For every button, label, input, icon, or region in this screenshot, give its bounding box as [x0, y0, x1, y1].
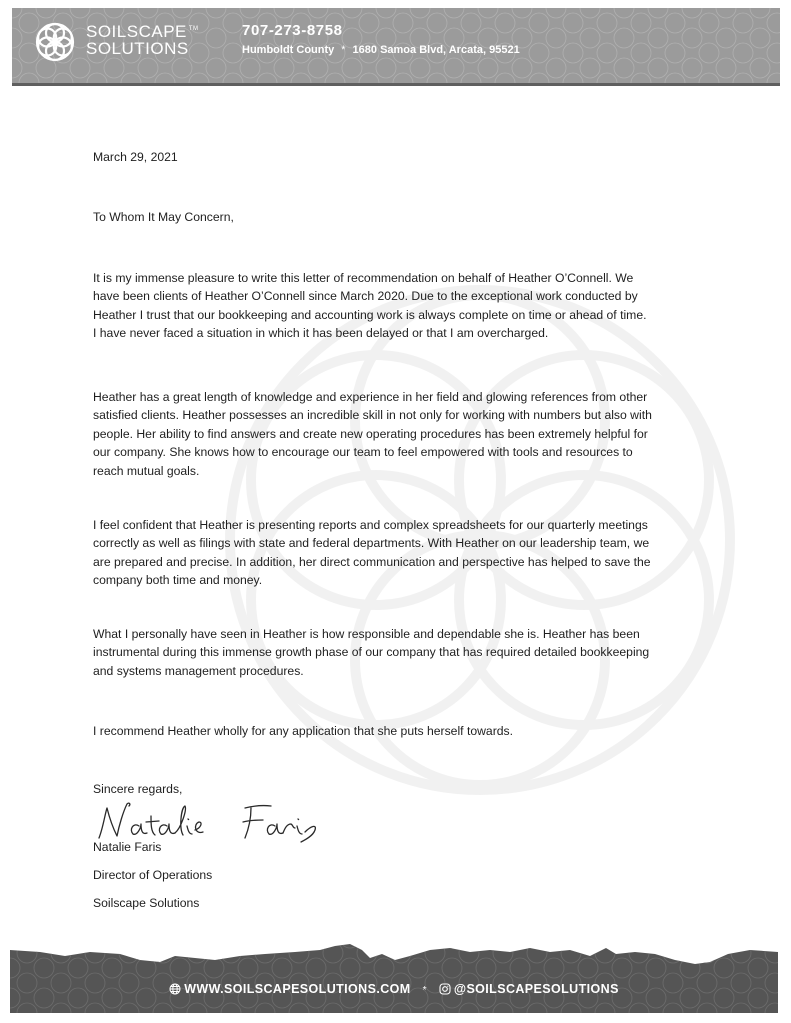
letterhead-header: [12, 8, 780, 86]
text-line: instrumental during this immense growth phase of our company that has required detailed bookkeeping: [93, 645, 650, 660]
website-link[interactable]: WWW.SOILSCAPESOLUTIONS.COM: [184, 982, 411, 996]
globe-icon: [169, 983, 181, 995]
trademark-symbol: TM: [188, 26, 199, 32]
phone-number: 707-273-8758: [242, 22, 343, 39]
text-line: I have never faced a situation in which it has been delayed or that I am overcharged.: [93, 326, 549, 341]
paragraph-3: [93, 516, 651, 590]
asterisk-separator-icon: *: [341, 44, 346, 56]
text-line: correctly as well as filings with state and federal departments. With Heather on our leadership team, we: [93, 536, 650, 551]
signer-name: Natalie Faris: [93, 840, 162, 854]
text-line: I recommend Heather wholly for any application that she puts herself towards.: [93, 724, 514, 738]
letter-date: March 29, 2021: [93, 150, 178, 164]
text-line: satisfied clients. Heather possesses an incredible skill in not only for working with numbers but also with: [93, 408, 652, 423]
letterhead-footer: [10, 938, 778, 1013]
text-line: I feel confident that Heather is presenting reports and complex spreadsheets for our quarterly meetings: [93, 518, 648, 532]
contact-info: [242, 22, 520, 56]
text-line: are prepared and precise. In addition, her direct communication and perspective has helped to save the: [93, 554, 651, 569]
instagram-handle-link[interactable]: @SOILSCAPESOLUTIONS: [453, 982, 619, 996]
text-line: have been clients of Heather O’Connell since March 2020. Due to the exceptional work conducted by: [93, 289, 638, 304]
paragraph-5: [93, 722, 513, 740]
address-line: [242, 44, 520, 56]
instagram-icon: [439, 983, 451, 995]
brand-name: [86, 23, 199, 57]
flower-of-life-icon: [34, 21, 76, 63]
text-line: Heather has a great length of knowledge and experience in her field and glowing references from other: [93, 390, 648, 404]
county: Humboldt County: [242, 44, 335, 56]
text-line: Heather I trust that our bookkeeping and accounting work is always complete on time or ahead of time.: [93, 307, 647, 322]
brand-line1: SOILSCAPE: [86, 22, 187, 41]
footer-links: [10, 982, 778, 996]
text-line: and systems management procedures.: [93, 663, 304, 678]
text-line: It is my immense pleasure to write this letter of recommendation on behalf of Heather O’Connell. We: [93, 271, 634, 285]
paragraph-4: [93, 625, 649, 680]
text-line: people. Her ability to find answers and create new operating procedures has been extremely helpful for: [93, 426, 648, 441]
asterisk-separator-icon: *: [422, 985, 427, 996]
signer-company: Soilscape Solutions: [93, 896, 200, 910]
text-line: What I personally have seen in Heather is how responsible and dependable she is. Heather has been: [93, 627, 640, 641]
paragraph-2: [93, 388, 652, 480]
street-address: 1680 Samoa Blvd, Arcata, 95521: [352, 44, 520, 56]
text-line: company both time and money.: [93, 573, 263, 588]
paragraph-1: [93, 269, 646, 343]
closing: Sincere regards,: [93, 782, 183, 796]
salutation: To Whom It May Concern,: [93, 210, 234, 224]
text-line: our company. She knows how to encourage our team to feel empowered with tools and resources to: [93, 445, 633, 460]
mountain-silhouette-band: [10, 938, 778, 1013]
text-line: reach mutual goals.: [93, 463, 200, 478]
brand-line2: SOLUTIONS: [86, 39, 189, 58]
signer-title: Director of Operations: [93, 868, 213, 882]
